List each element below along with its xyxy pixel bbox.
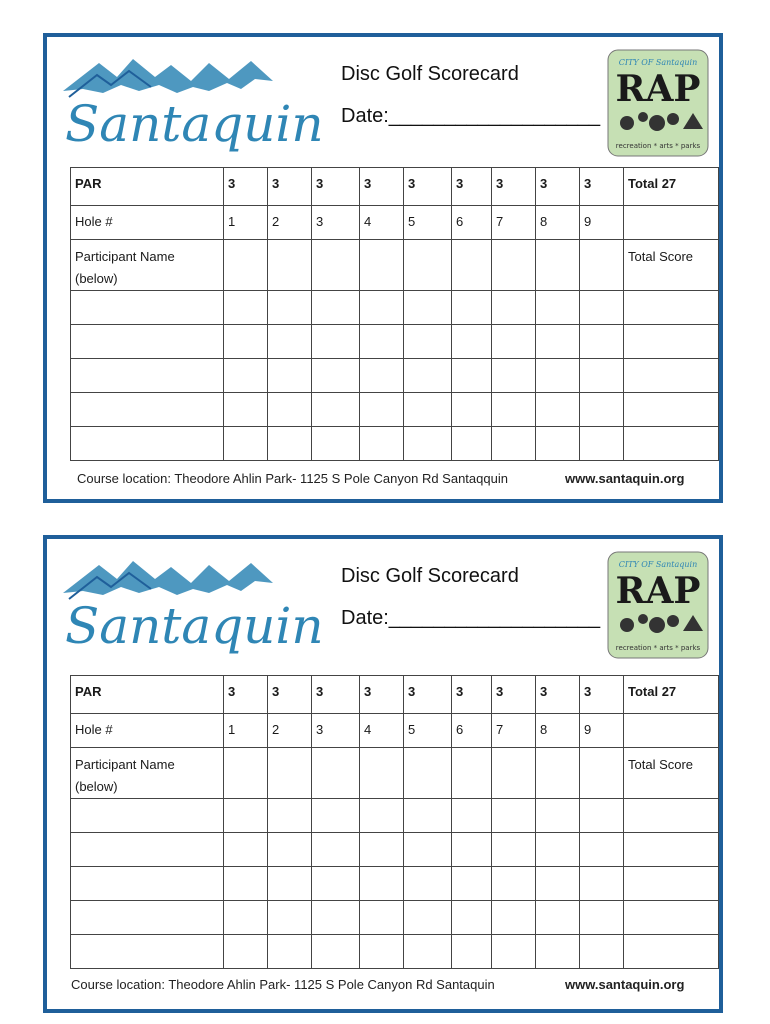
score-cell[interactable] [312, 359, 360, 393]
svg-text:RAP: RAP [615, 68, 701, 110]
participant-label [71, 240, 224, 291]
score-cell[interactable] [224, 833, 268, 867]
score-cell[interactable] [580, 748, 624, 799]
score-cell[interactable] [580, 359, 624, 393]
score-cell[interactable] [404, 901, 452, 935]
par-value: 3 [492, 676, 536, 714]
hole-number: 5 [404, 206, 452, 240]
score-cell[interactable] [404, 427, 452, 461]
par-row [71, 676, 719, 714]
player-name-cell[interactable] [71, 359, 224, 393]
player-name-cell[interactable] [71, 325, 224, 359]
course-location: Course location: Theodore Ahlin Park- 1125 S Pole Canyon Rd Santaquin [71, 977, 495, 992]
score-cell[interactable] [404, 291, 452, 325]
hole-label: Hole # [71, 714, 224, 748]
date-field[interactable]: Date:___________________ [341, 105, 601, 127]
score-cell[interactable] [452, 291, 492, 325]
score-cell[interactable] [492, 240, 536, 291]
par-value: 3 [360, 676, 404, 714]
score-cell[interactable] [492, 393, 536, 427]
hole-number: 2 [268, 206, 312, 240]
score-cell[interactable] [312, 901, 360, 935]
score-cell[interactable] [536, 427, 580, 461]
score-cell[interactable] [312, 833, 360, 867]
score-cell[interactable] [360, 325, 404, 359]
score-cell[interactable] [580, 325, 624, 359]
score-cell[interactable] [360, 833, 404, 867]
score-cell[interactable] [452, 240, 492, 291]
participant-label-line2: (below) [75, 779, 118, 794]
participant-header-row [71, 748, 719, 799]
player-row [71, 427, 719, 461]
total-score-cell[interactable] [624, 799, 719, 833]
score-cell[interactable] [580, 799, 624, 833]
score-cell[interactable] [224, 935, 268, 969]
hole-number: 3 [312, 714, 360, 748]
score-cell[interactable] [224, 901, 268, 935]
score-cell[interactable] [268, 359, 312, 393]
score-cell[interactable] [452, 833, 492, 867]
rap-logo [607, 551, 709, 659]
hole-number: 7 [492, 206, 536, 240]
score-cell[interactable] [536, 901, 580, 935]
participant-header-row [71, 240, 719, 291]
score-cell[interactable] [224, 867, 268, 901]
hole-total-cell [624, 714, 719, 748]
par-value: 3 [312, 676, 360, 714]
svg-text:Santaquin: Santaquin [65, 597, 324, 655]
score-cell[interactable] [224, 393, 268, 427]
participant-label [71, 748, 224, 799]
score-table [70, 675, 719, 969]
score-cell[interactable] [224, 240, 268, 291]
score-cell[interactable] [580, 393, 624, 427]
total-score-cell[interactable] [624, 291, 719, 325]
score-cell[interactable] [224, 427, 268, 461]
score-cell[interactable] [580, 833, 624, 867]
score-cell[interactable] [404, 325, 452, 359]
score-cell[interactable] [312, 748, 360, 799]
score-cell[interactable] [224, 325, 268, 359]
par-value: 3 [404, 676, 452, 714]
score-cell[interactable] [360, 359, 404, 393]
player-name-cell[interactable] [71, 935, 224, 969]
santaquin-logo [59, 51, 324, 161]
player-row [71, 833, 719, 867]
score-cell[interactable] [492, 748, 536, 799]
score-cell[interactable] [580, 427, 624, 461]
svg-text:recreation * arts * parks: recreation * arts * parks [615, 142, 701, 150]
score-cell[interactable] [224, 799, 268, 833]
par-value: 3 [268, 676, 312, 714]
player-name-cell[interactable] [71, 291, 224, 325]
santaquin-logo [59, 553, 324, 663]
score-cell[interactable] [452, 799, 492, 833]
svg-text:RAP: RAP [615, 570, 701, 612]
score-cell[interactable] [312, 325, 360, 359]
score-cell[interactable] [312, 799, 360, 833]
hole-label: Hole # [71, 206, 224, 240]
svg-text:recreation * arts * parks: recreation * arts * parks [615, 644, 701, 652]
score-cell[interactable] [360, 291, 404, 325]
score-cell[interactable] [360, 799, 404, 833]
hole-row [71, 714, 719, 748]
score-cell[interactable] [452, 935, 492, 969]
player-row [71, 935, 719, 969]
score-cell[interactable] [268, 833, 312, 867]
score-cell[interactable] [404, 393, 452, 427]
participant-label-line1: Participant Name [75, 757, 175, 772]
score-cell[interactable] [452, 359, 492, 393]
hole-number: 3 [312, 206, 360, 240]
hole-number: 1 [224, 206, 268, 240]
total-score-label: Total Score [624, 240, 719, 291]
par-value: 3 [536, 168, 580, 206]
par-total: Total 27 [624, 168, 719, 206]
hole-number: 8 [536, 206, 580, 240]
score-cell[interactable] [452, 901, 492, 935]
total-score-cell[interactable] [624, 833, 719, 867]
scorecard [43, 33, 723, 503]
par-value: 3 [360, 168, 404, 206]
player-name-cell[interactable] [71, 901, 224, 935]
player-row [71, 901, 719, 935]
svg-text:CITY OF Santaquin: CITY OF Santaquin [618, 58, 698, 67]
score-cell[interactable] [312, 291, 360, 325]
par-value: 3 [452, 676, 492, 714]
score-cell[interactable] [492, 427, 536, 461]
hole-number: 2 [268, 714, 312, 748]
hole-number: 9 [580, 714, 624, 748]
score-cell[interactable] [268, 748, 312, 799]
rap-logo [607, 49, 709, 157]
score-cell[interactable] [404, 867, 452, 901]
total-score-cell[interactable] [624, 935, 719, 969]
score-cell[interactable] [492, 325, 536, 359]
score-cell[interactable] [580, 291, 624, 325]
par-value: 3 [268, 168, 312, 206]
scorecard-title: Disc Golf Scorecard [341, 63, 519, 85]
score-cell[interactable] [492, 359, 536, 393]
score-cell[interactable] [268, 867, 312, 901]
par-value: 3 [312, 168, 360, 206]
score-cell[interactable] [360, 240, 404, 291]
score-cell[interactable] [224, 359, 268, 393]
date-field[interactable]: Date:___________________ [341, 607, 601, 629]
player-row [71, 291, 719, 325]
score-cell[interactable] [312, 393, 360, 427]
total-score-cell[interactable] [624, 901, 719, 935]
hole-number: 6 [452, 206, 492, 240]
score-cell[interactable] [268, 393, 312, 427]
par-value: 3 [224, 168, 268, 206]
total-score-cell[interactable] [624, 359, 719, 393]
score-cell[interactable] [452, 393, 492, 427]
score-cell[interactable] [492, 867, 536, 901]
score-cell[interactable] [224, 748, 268, 799]
par-value: 3 [580, 168, 624, 206]
score-cell[interactable] [268, 799, 312, 833]
score-cell[interactable] [492, 901, 536, 935]
score-cell[interactable] [580, 935, 624, 969]
total-score-label: Total Score [624, 748, 719, 799]
score-cell[interactable] [312, 935, 360, 969]
score-cell[interactable] [360, 867, 404, 901]
par-value: 3 [224, 676, 268, 714]
score-cell[interactable] [536, 359, 580, 393]
par-label: PAR [71, 676, 224, 714]
score-cell[interactable] [536, 291, 580, 325]
hole-number: 4 [360, 714, 404, 748]
score-cell[interactable] [224, 291, 268, 325]
score-cell[interactable] [580, 867, 624, 901]
score-cell[interactable] [360, 393, 404, 427]
score-cell[interactable] [404, 240, 452, 291]
score-cell[interactable] [580, 901, 624, 935]
score-cell[interactable] [536, 325, 580, 359]
player-row [71, 393, 719, 427]
svg-text:Santaquin: Santaquin [65, 95, 324, 153]
score-cell[interactable] [492, 291, 536, 325]
hole-total-cell [624, 206, 719, 240]
score-cell[interactable] [268, 325, 312, 359]
score-cell[interactable] [492, 935, 536, 969]
score-cell[interactable] [268, 291, 312, 325]
par-value: 3 [492, 168, 536, 206]
score-cell[interactable] [492, 799, 536, 833]
course-location: Course location: Theodore Ahlin Park- 1125 S Pole Canyon Rd Santaqquin [77, 471, 508, 486]
score-cell[interactable] [360, 935, 404, 969]
score-cell[interactable] [580, 240, 624, 291]
par-value: 3 [452, 168, 492, 206]
score-cell[interactable] [404, 833, 452, 867]
hole-number: 5 [404, 714, 452, 748]
score-cell[interactable] [452, 427, 492, 461]
player-row [71, 867, 719, 901]
hole-row [71, 206, 719, 240]
player-name-cell[interactable] [71, 833, 224, 867]
website-link[interactable]: www.santaquin.org [565, 977, 685, 992]
score-table [70, 167, 719, 461]
player-row [71, 325, 719, 359]
total-score-cell[interactable] [624, 325, 719, 359]
hole-number: 9 [580, 206, 624, 240]
hole-number: 7 [492, 714, 536, 748]
par-row [71, 168, 719, 206]
player-name-cell[interactable] [71, 799, 224, 833]
hole-number: 8 [536, 714, 580, 748]
hole-number: 4 [360, 206, 404, 240]
total-score-cell[interactable] [624, 393, 719, 427]
player-name-cell[interactable] [71, 393, 224, 427]
website-link[interactable]: www.santaquin.org [565, 471, 685, 486]
par-value: 3 [404, 168, 452, 206]
total-score-cell[interactable] [624, 867, 719, 901]
score-cell[interactable] [312, 427, 360, 461]
score-cell[interactable] [536, 240, 580, 291]
score-cell[interactable] [360, 427, 404, 461]
par-total: Total 27 [624, 676, 719, 714]
score-cell[interactable] [404, 935, 452, 969]
par-value: 3 [536, 676, 580, 714]
score-cell[interactable] [312, 867, 360, 901]
score-cell[interactable] [360, 901, 404, 935]
score-cell[interactable] [404, 799, 452, 833]
score-cell[interactable] [452, 867, 492, 901]
score-cell[interactable] [452, 325, 492, 359]
player-name-cell[interactable] [71, 427, 224, 461]
score-cell[interactable] [536, 393, 580, 427]
score-cell[interactable] [268, 427, 312, 461]
par-label: PAR [71, 168, 224, 206]
score-cell[interactable] [268, 240, 312, 291]
par-value: 3 [580, 676, 624, 714]
score-cell[interactable] [404, 359, 452, 393]
score-cell[interactable] [536, 833, 580, 867]
scorecard [43, 535, 723, 1013]
score-cell[interactable] [536, 867, 580, 901]
score-cell[interactable] [268, 901, 312, 935]
score-cell[interactable] [536, 748, 580, 799]
player-row [71, 359, 719, 393]
participant-label-line1: Participant Name [75, 249, 175, 264]
hole-number: 1 [224, 714, 268, 748]
svg-text:CITY OF Santaquin: CITY OF Santaquin [618, 560, 698, 569]
score-cell[interactable] [360, 748, 404, 799]
score-cell[interactable] [312, 240, 360, 291]
score-cell[interactable] [452, 748, 492, 799]
score-cell[interactable] [268, 935, 312, 969]
score-cell[interactable] [536, 935, 580, 969]
hole-number: 6 [452, 714, 492, 748]
player-row [71, 799, 719, 833]
participant-label-line2: (below) [75, 271, 118, 286]
score-cell[interactable] [492, 833, 536, 867]
player-name-cell[interactable] [71, 867, 224, 901]
total-score-cell[interactable] [624, 427, 719, 461]
score-cell[interactable] [536, 799, 580, 833]
scorecard-title: Disc Golf Scorecard [341, 565, 519, 587]
score-cell[interactable] [404, 748, 452, 799]
